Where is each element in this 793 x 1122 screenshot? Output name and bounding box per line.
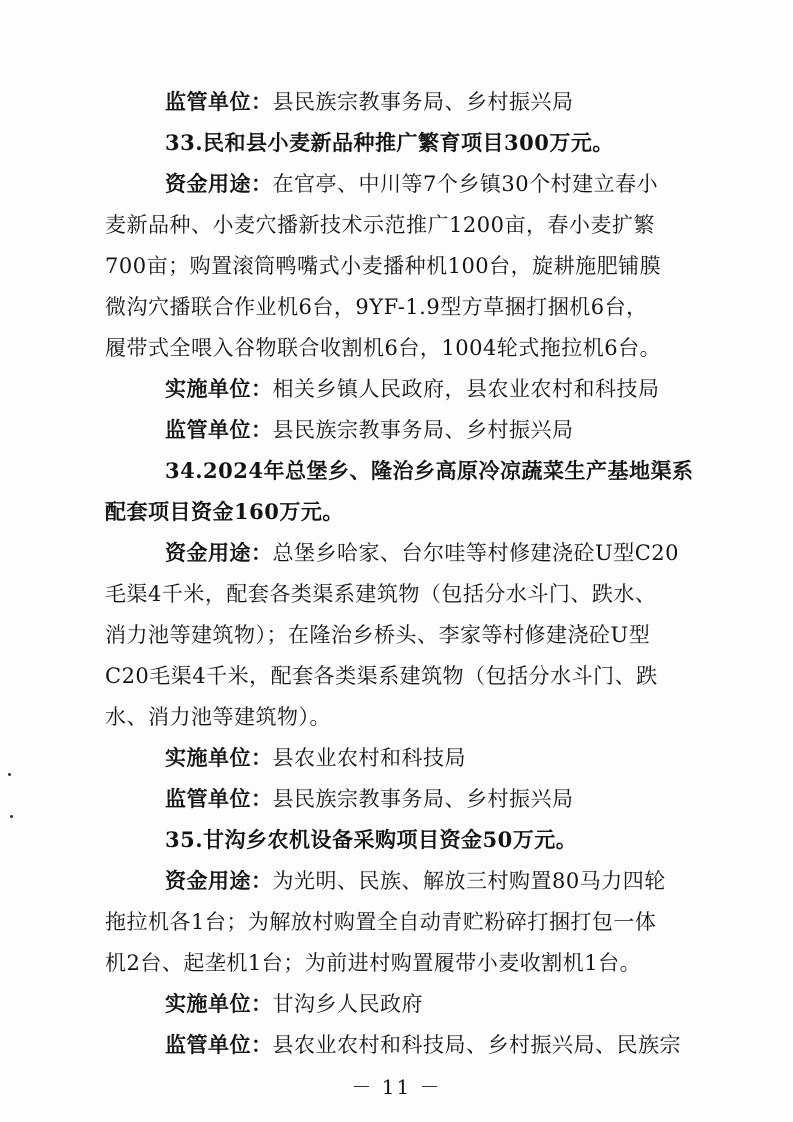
field-label: 监管单位： <box>165 89 273 114</box>
field-value: 县民族宗教事务局、乡村振兴局 <box>272 418 574 442</box>
field-value: 县民族宗教事务局、乡村振兴局 <box>272 90 574 114</box>
field-value: 相关乡镇人民政府，县农业农村和科技局 <box>272 377 660 401</box>
text-line <box>165 787 574 811</box>
field-label: 资金用途： <box>165 171 273 196</box>
field-label: 监管单位： <box>165 786 273 811</box>
text-line <box>165 541 679 565</box>
text-line: C20毛渠4千米，配套各类渠系建筑物（包括分水斗门、跌 <box>105 664 658 688</box>
text-line: 履带式全喂入谷物联合收割机6台，1004轮式拖拉机6台。 <box>105 336 662 360</box>
text-line: 麦新品种、小麦穴播新技术示范推广1200亩，春小麦扩繁 <box>105 213 655 237</box>
field-value: 县民族宗教事务局、乡村振兴局 <box>272 787 574 811</box>
text-line <box>165 1033 681 1057</box>
text-line: 毛渠4千米，配套各类渠系建筑物（包括分水斗门、跌水、 <box>105 582 657 606</box>
field-value: 为光明、民族、解放三村购置80马力四轮 <box>272 869 666 893</box>
text-line: 微沟穴播联合作业机6台，9YF-1.9型方草捆打捆机6台， <box>105 295 648 319</box>
field-value: 县农业农村和科技局、乡村振兴局、民族宗 <box>272 1033 681 1057</box>
section-heading: 35.甘沟乡农机设备采购项目资金50万元。 <box>165 827 578 852</box>
field-label: 实施单位： <box>165 376 273 401</box>
text-line: 拖拉机各1台；为解放村购置全自动青贮粉碎打捆打包一体 <box>105 910 657 934</box>
field-label: 实施单位： <box>165 991 273 1016</box>
section-heading: 34.2024年总堡乡、隆治乡高原冷凉蔬菜生产基地渠系 <box>165 458 694 483</box>
field-label: 监管单位： <box>165 417 273 442</box>
scan-speck <box>8 773 11 776</box>
text-line <box>165 992 423 1016</box>
field-label: 资金用途： <box>165 868 273 893</box>
text-line <box>165 90 574 114</box>
field-label: 资金用途： <box>165 540 273 565</box>
text-line <box>165 746 466 770</box>
text-line <box>165 869 666 893</box>
text-line <box>165 377 660 401</box>
text-line <box>165 172 658 196</box>
text-line: 机2台、起垄机1台；为前进村购置履带小麦收割机1台。 <box>105 951 642 975</box>
field-value: 甘沟乡人民政府 <box>272 992 423 1016</box>
field-value: 总堡乡哈家、台尔哇等村修建浇砼U型C20 <box>272 541 679 565</box>
section-heading: 33.民和县小麦新品种推广繁育项目300万元。 <box>165 130 614 155</box>
text-line: 水、消力池等建筑物）。 <box>105 705 331 729</box>
scan-speck <box>10 815 13 818</box>
section-heading-continued: 配套项目资金160万元。 <box>105 499 344 524</box>
field-value: 县农业农村和科技局 <box>272 746 466 770</box>
page-number: － 11 － <box>351 1075 442 1099</box>
field-label: 实施单位： <box>165 745 273 770</box>
text-line <box>165 418 574 442</box>
field-label: 监管单位： <box>165 1032 273 1057</box>
text-line: 消力池等建筑物）；在隆治乡桥头、李家等村修建浇砼U型 <box>105 623 651 647</box>
field-value: 在官亭、中川等7个乡镇30个村建立春小 <box>272 172 659 196</box>
text-line: 700亩；购置滚筒鸭嘴式小麦播种机100台，旋耕施肥铺膜 <box>105 254 662 278</box>
